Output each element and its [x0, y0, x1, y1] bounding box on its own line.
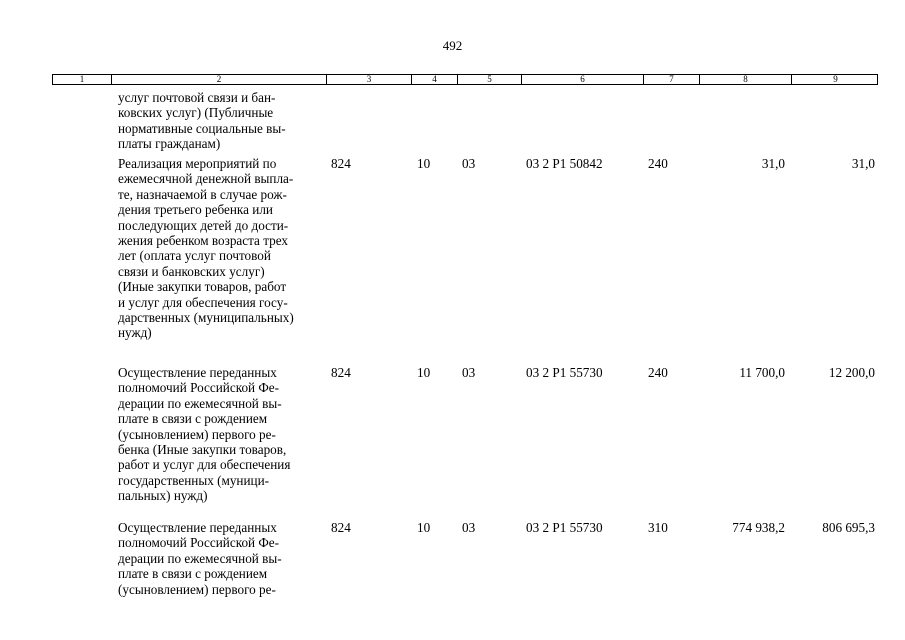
description-line: Осуществление переданных [118, 520, 277, 535]
cell-section: 10 [417, 156, 431, 171]
description-line: связи и банковских услуг) [118, 263, 265, 279]
cell-ministry: 824 [331, 520, 351, 535]
description-line: пальных) нужд) [118, 488, 208, 504]
description-line: дерации по ежемесячной вы- [118, 550, 282, 566]
cell-expense-type: 240 [648, 365, 668, 380]
cell-section: 10 [417, 520, 431, 535]
cell-ministry: 824 [331, 156, 351, 171]
row-description [118, 90, 324, 152]
description-line: услуг почтовой связи и бан- [118, 90, 276, 105]
description-line: ковских услуг) (Публичные [118, 105, 274, 121]
page-number: 492 [442, 38, 463, 53]
description-line: и услуг для обеспечения госу- [118, 294, 288, 310]
description-line: (усыновлением) первого ре- [118, 581, 276, 597]
description-line: последующих детей до дости- [118, 217, 289, 233]
cell-subsection: 03 [462, 520, 476, 535]
header-cell-8: 8 [699, 75, 791, 84]
description-line: дерации по ежемесячной вы- [118, 395, 282, 411]
row-description [118, 365, 324, 504]
description-line: работ и услуг для обеспечения [118, 457, 291, 473]
description-line: плате в связи с рождением [118, 566, 268, 582]
description-line: дарственных (муниципальных) [118, 310, 294, 326]
description-line: государственных (муници- [118, 472, 270, 488]
description-line: лет (оплата услуг почтовой [118, 248, 271, 264]
description-line: платы гражданам) [118, 136, 221, 152]
cell-amount-year-2: 12 200,0 [828, 365, 875, 380]
row-description [118, 520, 324, 597]
cell-ministry: 824 [331, 365, 351, 380]
description-line: бенка (Иные закупки товаров, [118, 442, 287, 458]
cell-expense-type: 240 [648, 156, 668, 171]
header-cell-6: 6 [521, 75, 643, 84]
cell-section: 10 [417, 365, 431, 380]
cell-target-article: 03 2 P1 55730 [526, 520, 603, 535]
description-line: полномочий Российской Фе- [118, 535, 280, 551]
description-line: нормативные социальные вы- [118, 120, 286, 136]
cell-amount-year-1: 31,0 [761, 156, 785, 171]
cell-target-article: 03 2 P1 55730 [526, 365, 603, 380]
cell-target-article: 03 2 P1 50842 [526, 156, 603, 171]
cell-subsection: 03 [462, 365, 476, 380]
description-line: ежемесячной денежной выпла- [118, 171, 294, 187]
description-line: (усыновлением) первого ре- [118, 426, 276, 442]
cell-subsection: 03 [462, 156, 476, 171]
header-cell-1: 1 [79, 74, 85, 84]
description-line: дения третьего ребенка или [118, 202, 273, 218]
header-cell-7: 7 [643, 75, 699, 84]
header-cell-4: 4 [411, 75, 457, 84]
header-cell-3: 3 [326, 75, 411, 84]
cell-amount-year-1: 11 700,0 [739, 365, 785, 380]
header-cell-2: 2 [111, 75, 326, 84]
table-header-row [52, 74, 878, 85]
description-line: те, назначаемой в случае рож- [118, 186, 287, 202]
description-line: жения ребенком возраста трех [118, 233, 288, 249]
cell-amount-year-2: 31,0 [851, 156, 875, 171]
cell-amount-year-1: 774 938,2 [732, 520, 785, 535]
cell-amount-year-2: 806 695,3 [822, 520, 875, 535]
description-line: Осуществление переданных [118, 365, 277, 380]
description-line: нужд) [118, 325, 152, 341]
description-line: Реализация мероприятий по [118, 156, 277, 171]
header-cell-9: 9 [791, 75, 879, 84]
description-line: полномочий Российской Фе- [118, 380, 280, 396]
cell-expense-type: 310 [648, 520, 668, 535]
header-cell-5: 5 [457, 75, 521, 84]
description-line: (Иные закупки товаров, работ [118, 279, 287, 295]
row-description [118, 156, 324, 341]
description-line: плате в связи с рождением [118, 411, 268, 427]
